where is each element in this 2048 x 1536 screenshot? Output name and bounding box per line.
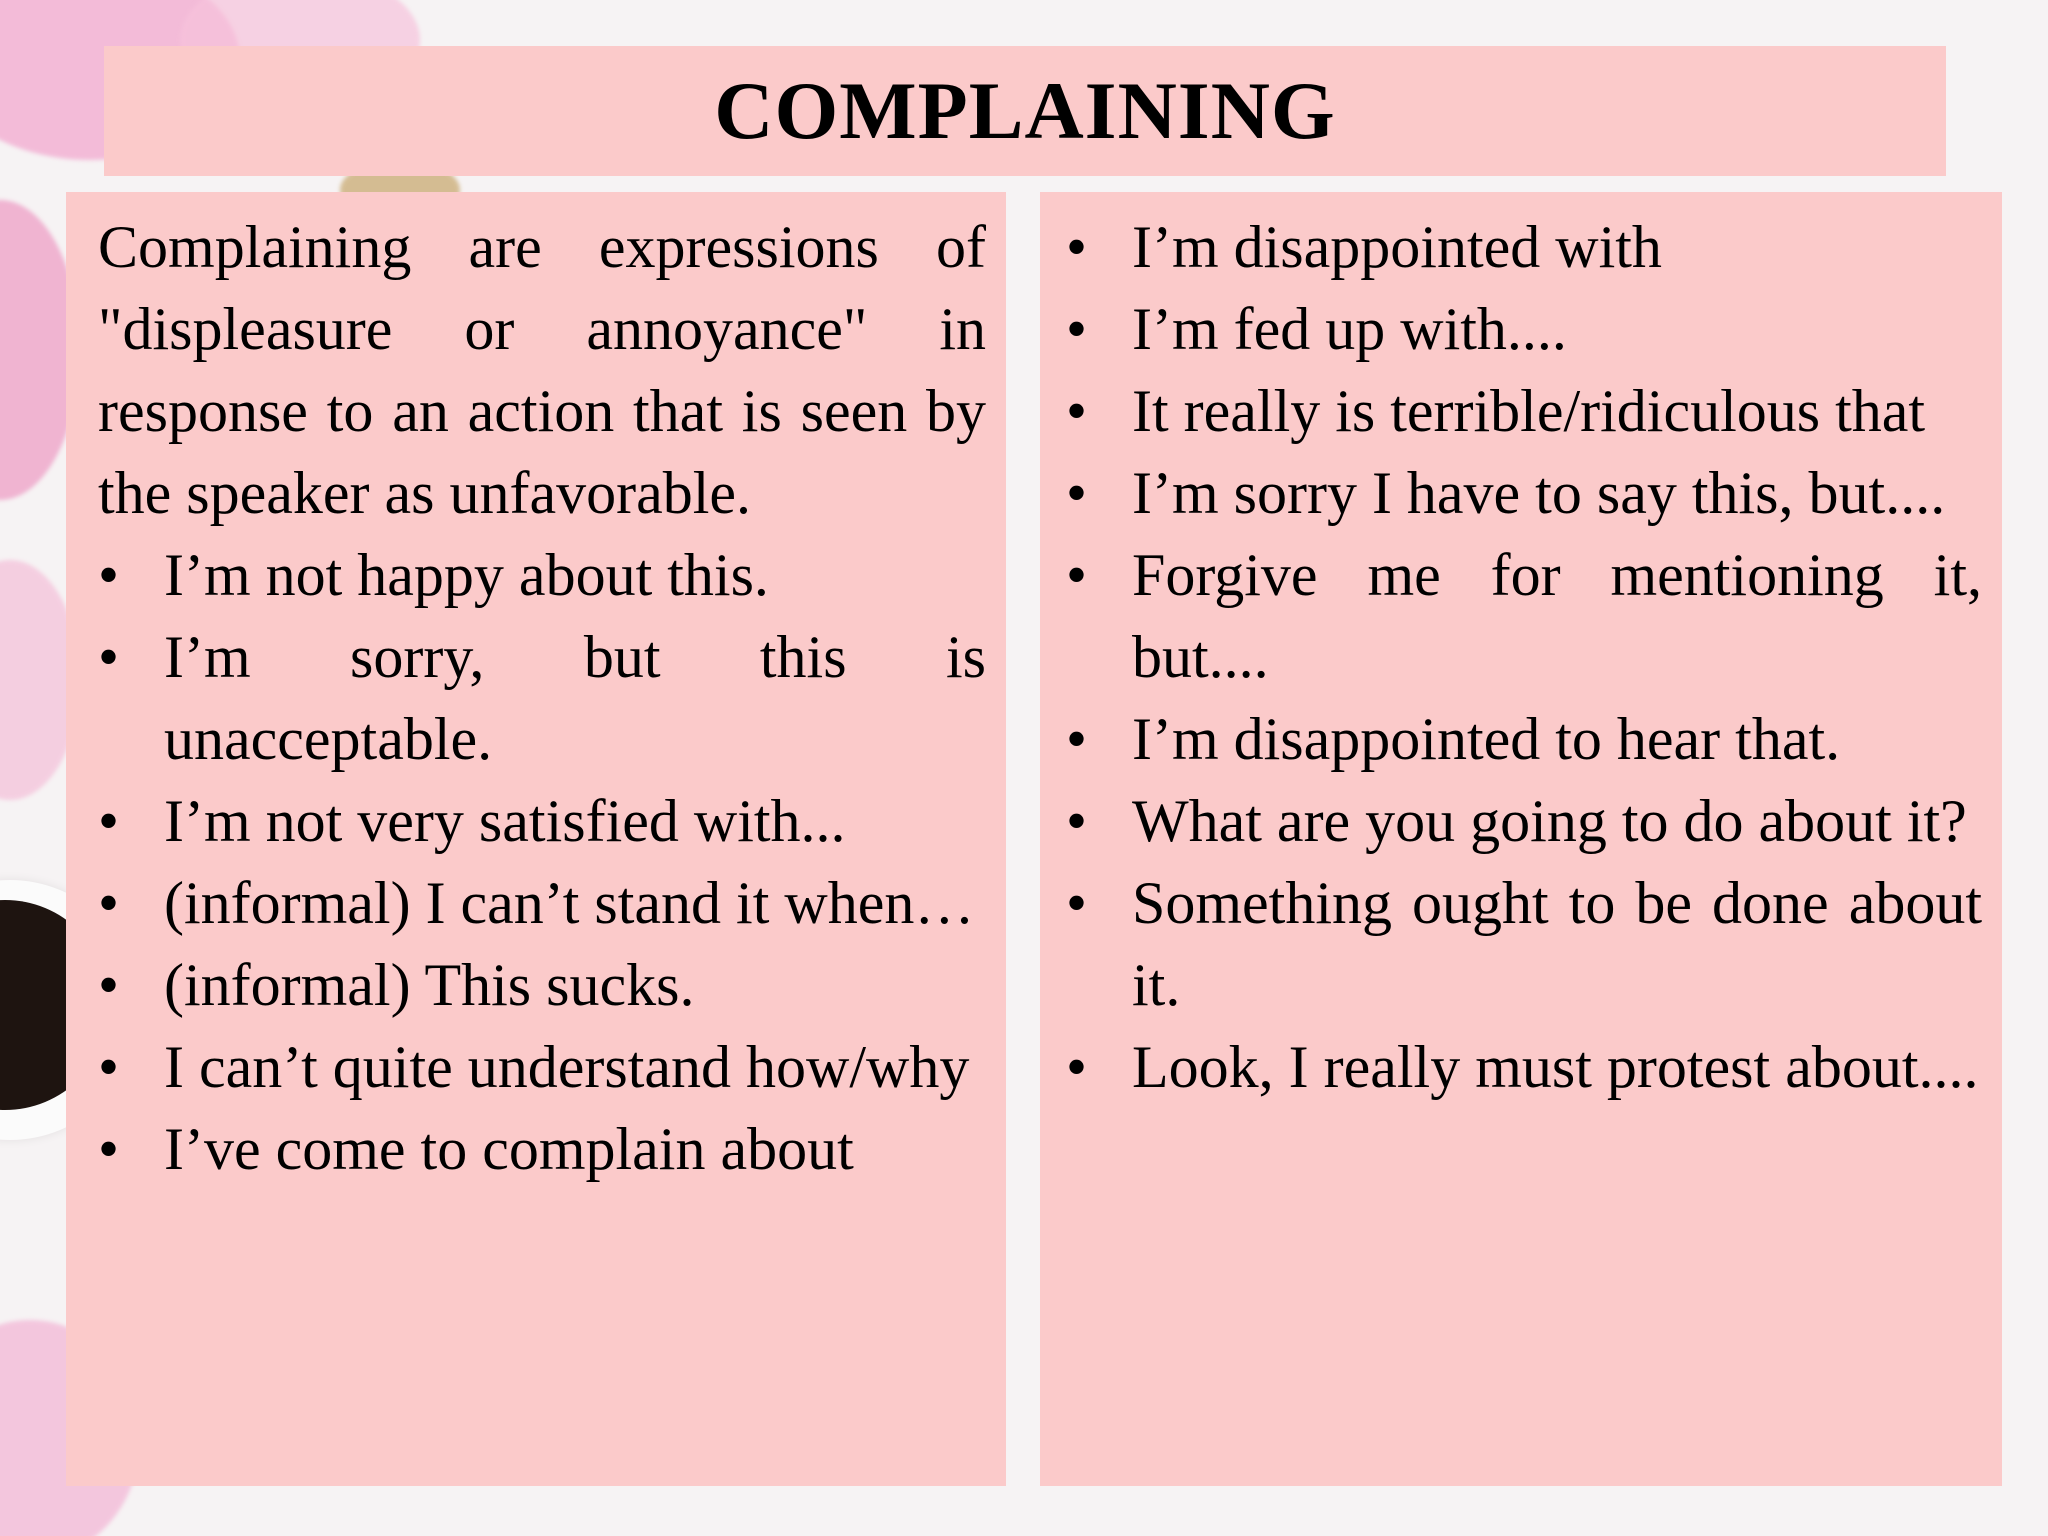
list-item-text: Something ought to be done about it. <box>1132 870 1982 1018</box>
left-bullet-list <box>98 534 986 1190</box>
list-item <box>1066 206 1982 288</box>
bullet-icon: • <box>1066 378 1088 444</box>
bullet-icon: • <box>1066 1034 1088 1100</box>
bullet-icon: • <box>1066 788 1088 854</box>
list-item <box>1066 288 1982 370</box>
list-item <box>1066 698 1982 780</box>
bullet-icon: • <box>1066 542 1088 608</box>
bullet-icon: • <box>1066 296 1088 362</box>
list-item-text: (informal) I can’t stand it when… <box>164 870 975 936</box>
left-panel <box>66 192 1006 1486</box>
list-item <box>1066 534 1982 698</box>
list-item-text: I can’t quite understand how/why <box>164 1034 970 1100</box>
page-title: COMPLAINING <box>714 65 1336 156</box>
list-item-text: What are you going to do about it? <box>1132 788 1967 854</box>
list-item-text: It really is terrible/ridiculous that <box>1132 378 1926 444</box>
list-item-text: Look, I really must protest about.... <box>1132 1034 1979 1100</box>
list-item <box>98 1108 986 1190</box>
bullet-icon: • <box>1066 706 1088 772</box>
list-item-text: I’ve come to complain about <box>164 1116 854 1182</box>
bullet-icon: • <box>1066 214 1088 280</box>
list-item <box>98 944 986 1026</box>
list-item <box>1066 452 1982 534</box>
list-item-text: I’m sorry, but this is unacceptable. <box>164 624 986 772</box>
list-item-text: I’m sorry I have to say this, but.... <box>1132 460 1946 526</box>
list-item-text: I’m disappointed to hear that. <box>1132 706 1841 772</box>
list-item <box>1066 780 1982 862</box>
list-item-text: I’m fed up with.... <box>1132 296 1567 362</box>
list-item <box>98 862 986 944</box>
right-bullet-list <box>1066 206 1982 1108</box>
list-item-text: (informal) This sucks. <box>164 952 695 1018</box>
list-item-text: I’m disappointed with <box>1132 214 1662 280</box>
bullet-icon: • <box>1066 870 1088 936</box>
bullet-icon: • <box>98 870 120 936</box>
bullet-icon: • <box>98 542 120 608</box>
bullet-icon: • <box>98 1116 120 1182</box>
bullet-icon: • <box>98 624 120 690</box>
intro-paragraph: Complaining are expressions of "displeasure or annoyance" in response to an action that is seen by the speaker as unfavorable. <box>98 214 986 526</box>
list-item <box>98 616 986 780</box>
bullet-icon: • <box>98 952 120 1018</box>
list-item <box>98 1026 986 1108</box>
list-item <box>98 534 986 616</box>
list-item-text: Forgive me for mentioning it, but.... <box>1132 542 1982 690</box>
list-item <box>98 780 986 862</box>
right-panel <box>1040 192 2002 1486</box>
list-item <box>1066 1026 1982 1108</box>
bullet-icon: • <box>98 1034 120 1100</box>
title-banner <box>104 46 1946 176</box>
list-item-text: I’m not very satisfied with... <box>164 788 846 854</box>
list-item-text: I’m not happy about this. <box>164 542 769 608</box>
bullet-icon: • <box>98 788 120 854</box>
list-item <box>1066 370 1982 452</box>
list-item <box>1066 862 1982 1026</box>
bullet-icon: • <box>1066 460 1088 526</box>
